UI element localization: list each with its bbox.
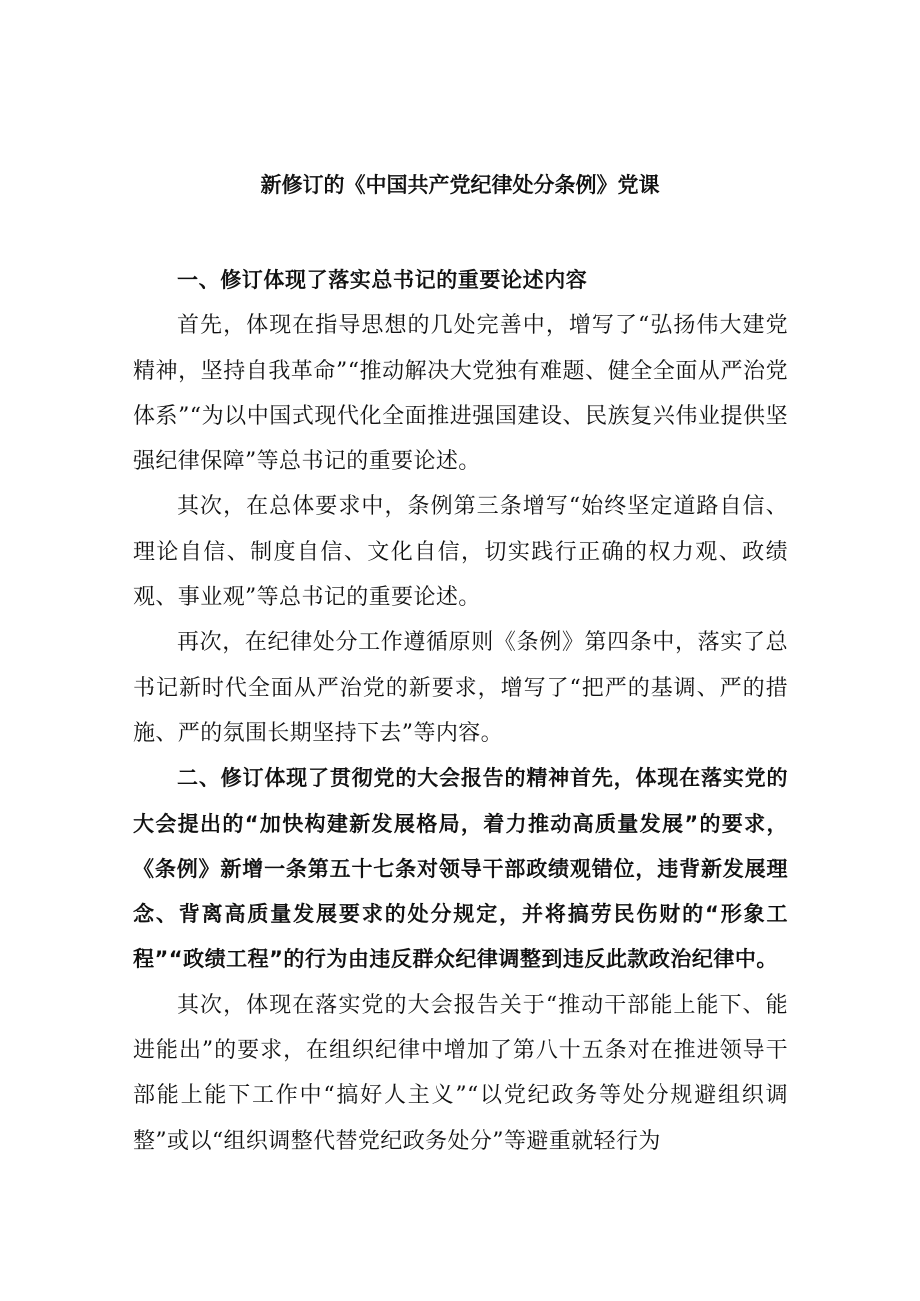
paragraph-third: 再次，在纪律处分工作遵循原则《条例》第四条中，落实了总书记新时代全面从严治党的新要求，增写了“把严的基调、严的措施、严的氛围长期坚持下去”等内容。: [133, 630, 788, 746]
paragraph-second: 其次，在总体要求中，条例第三条增写“始终坚定道路自信、理论自信、制度自信、文化自信，切实践行正确的权力观、政绩观、事业观”等总书记的重要论述。: [133, 494, 788, 611]
section-heading-2-paragraph: 二、修订体现了贯彻党的大会报告的精神首先，体现在落实党的大会提出的“加快构建新发展格局，着力推动高质量发展”的要求，《条例》新增一条第五十七条对领导干部政绩观错位，违背新发展理念、背离高质量发展要求的处分规定，并将搞劳民伤财的“形象工程”“政绩工程”的行为由违反群众纪律调整到违反此款政治纪律中。: [133, 766, 788, 972]
document-body: [133, 258, 788, 1164]
paragraph-first: 首先，体现在指导思想的几处完善中，增写了“弘扬伟大建党精神，坚持自我革命”“推动解决大党独有难题、健全全面从严治党体系”“为以中国式现代化全面推进强国建设、民族复兴伟业提供坚强纪律保障”等总书记的重要论述。: [133, 313, 788, 475]
section-heading-1: 一、修订体现了落实总书记的重要论述内容: [177, 268, 588, 292]
paragraph-fourth: 其次，体现在落实党的大会报告关于“推动干部能上能下、能进能出”的要求，在组织纪律中增加了第八十五条对在推进领导干部能上能下工作中“搞好人主义”“以党纪政务等处分规避组织调整”或以“组织调整代替党纪政务处分”等避重就轻行为: [133, 992, 788, 1154]
document-title: 新修订的《中国共产党纪律处分条例》党课: [260, 173, 660, 197]
